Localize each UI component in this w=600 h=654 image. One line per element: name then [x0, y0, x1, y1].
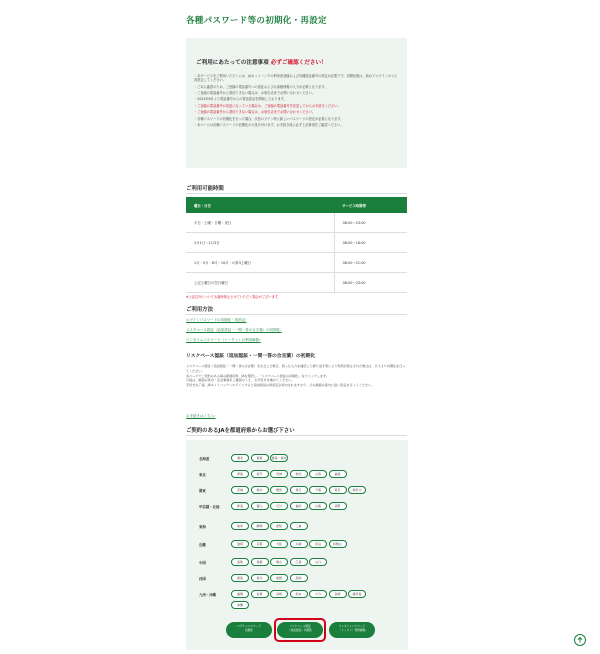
chevron-right-icon: › — [259, 338, 261, 342]
prefecture-button[interactable]: 愛媛 — [270, 574, 288, 582]
prefecture-button[interactable]: 宮城 — [270, 470, 288, 478]
hours-table-body — [186, 213, 407, 293]
arrow-up-icon — [577, 637, 583, 643]
hours-heading: ご利用可能時間 — [186, 186, 224, 192]
methods-heading: ご利用方法 — [186, 307, 213, 313]
paragraph: リスクベース認証（追加認証・一問一答の合言葉）を失念した場合、誤った入力を連続して繰り返す等により利用が停止された場合は、以下より初期化を行ってください。 — [186, 364, 406, 373]
paragraph: 手続き完了後、JAネットバンクへログインすると追加認証の再設定が案内されますので、その画面の案内に従い設定を行ってください。 — [186, 383, 375, 388]
button-line: ワンタイムパスワード — [338, 624, 366, 628]
notice-item: ・ご登録の電話番号が変更になっている場合は、ご登録の電話番号を変更してからお手続きください。 — [194, 103, 341, 108]
cell-time: 08:00〜23:00 — [334, 213, 407, 233]
prefecture-button[interactable]: 熊本 — [290, 590, 308, 598]
prefecture-button[interactable]: 島根 — [251, 558, 269, 566]
prefecture-button[interactable]: 徳島 — [231, 574, 249, 582]
prefecture-button[interactable]: 大阪 — [270, 540, 288, 548]
prefecture-button[interactable]: 佐賀 — [251, 590, 269, 598]
prefecture-button[interactable]: 宮崎 — [329, 590, 347, 598]
prefecture-button[interactable]: 広島 — [290, 558, 308, 566]
link-label: リスクベース認証（追加認証・一問一答の合言葉）の初期化 — [186, 328, 281, 332]
button-line: リスクベース認証 — [289, 624, 311, 628]
region-row — [186, 590, 408, 607]
cell-day: 上記土曜日の翌日曜日 — [186, 273, 334, 293]
highlight-box — [274, 618, 326, 642]
divider — [186, 435, 407, 436]
region-label: 近畿 — [199, 543, 206, 547]
button-line: （トークン）利用解除 — [338, 627, 366, 632]
prefecture-button[interactable]: 山口 — [309, 558, 327, 566]
prefecture-button[interactable]: 香川 — [251, 574, 269, 582]
chevron-right-icon: › — [245, 318, 247, 322]
notice-heading — [196, 58, 399, 66]
link-login-password-reset[interactable] — [186, 318, 247, 323]
prefecture-button[interactable]: 東京 — [329, 486, 347, 494]
region-row — [186, 502, 408, 514]
notice-item: ・本サービスをご利用いただくには、JAネットバンクの利用者登録および各種認証番号の設定が必要です。初期化後は、改めてログインのうえ再設定してください。 — [194, 74, 398, 83]
page-top-button[interactable] — [574, 634, 586, 646]
prefecture-button[interactable]: 福井 — [290, 502, 308, 510]
prefecture-button[interactable]: 長野 — [329, 502, 347, 510]
prefecture-button[interactable]: 道南・道央 — [271, 456, 287, 460]
button-line: ログインパスワード — [237, 624, 261, 628]
prefecture-button[interactable]: 富山 — [251, 502, 269, 510]
region-label: 四国 — [199, 577, 206, 581]
table-row — [186, 213, 407, 233]
prefecture-button[interactable]: 長崎 — [270, 590, 288, 598]
prefecture-button[interactable]: 静岡 — [251, 522, 269, 530]
prefecture-button[interactable]: 埼玉 — [290, 486, 308, 494]
prefecture-button[interactable]: 青森 — [231, 470, 249, 478]
page-title: 各種パスワード等の初期化・再設定 — [186, 16, 327, 26]
prefecture-button[interactable]: 山形 — [309, 470, 327, 478]
region-label: 中国 — [199, 561, 206, 565]
button-line: （追加認証）初期化 — [287, 627, 313, 632]
prefecture-button[interactable]: 京都 — [251, 540, 269, 548]
regions-heading: ご契約のあるJAを都道府県からお選び下さい — [186, 428, 295, 434]
notice-item: ・本ページは各種パスワードの初期化のみ受け付けます。お手続き前に必ず上記事項をご確認ください。 — [194, 122, 344, 127]
region-row — [186, 574, 408, 586]
prefecture-button[interactable]: 高知 — [290, 574, 308, 582]
prefecture-button[interactable]: 新潟 — [231, 502, 249, 510]
link-label: ワンタイムパスワード（トークン）の利用解除 — [186, 338, 260, 342]
region-label: 北海道 — [199, 457, 210, 461]
link-onetime-token-release[interactable] — [186, 338, 261, 343]
cell-day: 平日・土曜・日曜・祝日 — [186, 213, 334, 233]
region-row — [186, 454, 408, 466]
prefecture-button[interactable]: 山梨 — [309, 502, 327, 510]
prefecture-button[interactable]: 道東 — [251, 454, 269, 462]
prefecture-button[interactable]: 道北 — [231, 454, 249, 462]
prefecture-button[interactable]: 岡山 — [270, 558, 288, 566]
prefecture-button[interactable]: 福島 — [329, 470, 347, 478]
cell-day: 1月・5月・8月・10月・の第3土曜日 — [186, 253, 334, 273]
region-label: 東北 — [199, 473, 206, 477]
risk-based-description — [186, 364, 408, 388]
column-header-time: サービス時間帯 — [334, 197, 407, 213]
region-label: 関東 — [199, 489, 206, 493]
prefecture-button[interactable]: 三重 — [290, 522, 308, 530]
column-header-day: 曜日・日付 — [186, 197, 334, 213]
prefecture-button[interactable]: 岩手 — [251, 470, 269, 478]
chevron-right-icon: › — [214, 414, 216, 418]
link-label: お手続きはこちら — [186, 414, 214, 418]
prefecture-button[interactable]: 石川 — [270, 502, 288, 510]
notice-item: ・ご本人確認のため、ご登録の電話番号への認証およびお客様情報の入力が必要となります。 — [194, 84, 328, 89]
prefecture-button[interactable]: 群馬 — [270, 486, 288, 494]
cell-day: 1月1日〜1月3日 — [186, 233, 334, 253]
link-label: ログインパスワードの初期化・再設定 — [186, 318, 246, 322]
paragraph: 各ページでご契約のあるJAの都道府県、JAを選択し、「リスクベース認証の初期化」をクリックします。 — [186, 373, 329, 378]
prefecture-button[interactable]: 福岡 — [231, 590, 249, 598]
prefecture-button[interactable]: 千葉 — [309, 486, 327, 494]
notice-item: ・ご登録の電話番号から発信できない場合は、お取引店までお問い合わせください。 — [194, 90, 316, 95]
cell-time: 08:00〜23:00 — [334, 273, 407, 293]
notice-item: ・ご登録の電話番号から発信できない場合は、お取引店までお問い合わせください。 — [194, 110, 316, 115]
prefecture-button[interactable]: 奈良 — [309, 540, 327, 548]
region-row — [186, 540, 408, 552]
region-row — [186, 470, 408, 482]
region-label: 東海 — [199, 525, 206, 529]
divider — [186, 314, 407, 315]
notice-panel — [186, 38, 407, 168]
prefecture-button[interactable]: 滋賀 — [231, 540, 249, 548]
prefecture-button[interactable]: 岐阜 — [231, 522, 249, 530]
prefecture-button[interactable]: 鳥取 — [231, 558, 249, 566]
table-row — [186, 273, 407, 293]
prefecture-button[interactable]: 沖縄 — [231, 601, 249, 609]
link-procedure[interactable] — [186, 414, 215, 419]
notice-item: ・2024年6月より電話番号からの電話認証を開始しております。 — [194, 97, 287, 102]
hours-note: ※上記以外についても臨時休止させていただく場合がございます。 — [186, 295, 281, 299]
prefecture-button[interactable]: 和歌山 — [329, 540, 347, 548]
table-row — [186, 253, 407, 273]
prefecture-button[interactable]: 愛知 — [270, 522, 288, 530]
region-label: 九州・沖縄 — [199, 593, 216, 597]
login-password-reset-button[interactable] — [226, 622, 272, 638]
button-line: 初期化 — [244, 627, 254, 632]
prefecture-button[interactable]: 鹿児島 — [348, 590, 366, 598]
notice-heading-must: 必ずご確認ください！ — [270, 60, 327, 66]
table-header-row — [186, 197, 407, 213]
onetime-token-release-button[interactable] — [329, 622, 375, 638]
risk-based-subheading: リスクベース認証（追加認証・一問一答の合言葉）の初期化 — [186, 354, 316, 359]
notice-item: ・各種パスワードの初期化を行った場合、次回ログイン時に新しいパスワードの設定が必要になります。 — [194, 116, 344, 121]
hours-table — [186, 197, 407, 293]
prefecture-button[interactable]: 兵庫 — [290, 540, 308, 548]
chevron-right-icon: › — [280, 328, 282, 332]
region-label: 甲信越・北陸 — [199, 505, 220, 509]
cell-time: 08:00〜21:00 — [334, 253, 407, 273]
cell-time: 08:00〜18:00 — [334, 233, 407, 253]
notice-heading-text: ご利用にあたっての注意事項 — [196, 60, 269, 66]
region-row — [186, 522, 408, 534]
prefecture-button[interactable]: 神奈川 — [348, 486, 366, 494]
table-row — [186, 233, 407, 253]
prefecture-button[interactable]: 栃木 — [251, 486, 269, 494]
notice-list — [194, 74, 399, 127]
divider — [186, 193, 407, 194]
prefecture-button[interactable]: 茨城 — [231, 486, 249, 494]
region-row — [186, 558, 408, 570]
region-row — [186, 486, 408, 498]
link-risk-based-reset[interactable] — [186, 328, 282, 333]
paragraph: 以後は、画面の案内・注意事項をご確認のうえ、お手続きを進めてください。 — [186, 378, 295, 383]
prefecture-button[interactable]: 大分 — [309, 590, 327, 598]
prefecture-button[interactable]: 秋田 — [290, 470, 308, 478]
